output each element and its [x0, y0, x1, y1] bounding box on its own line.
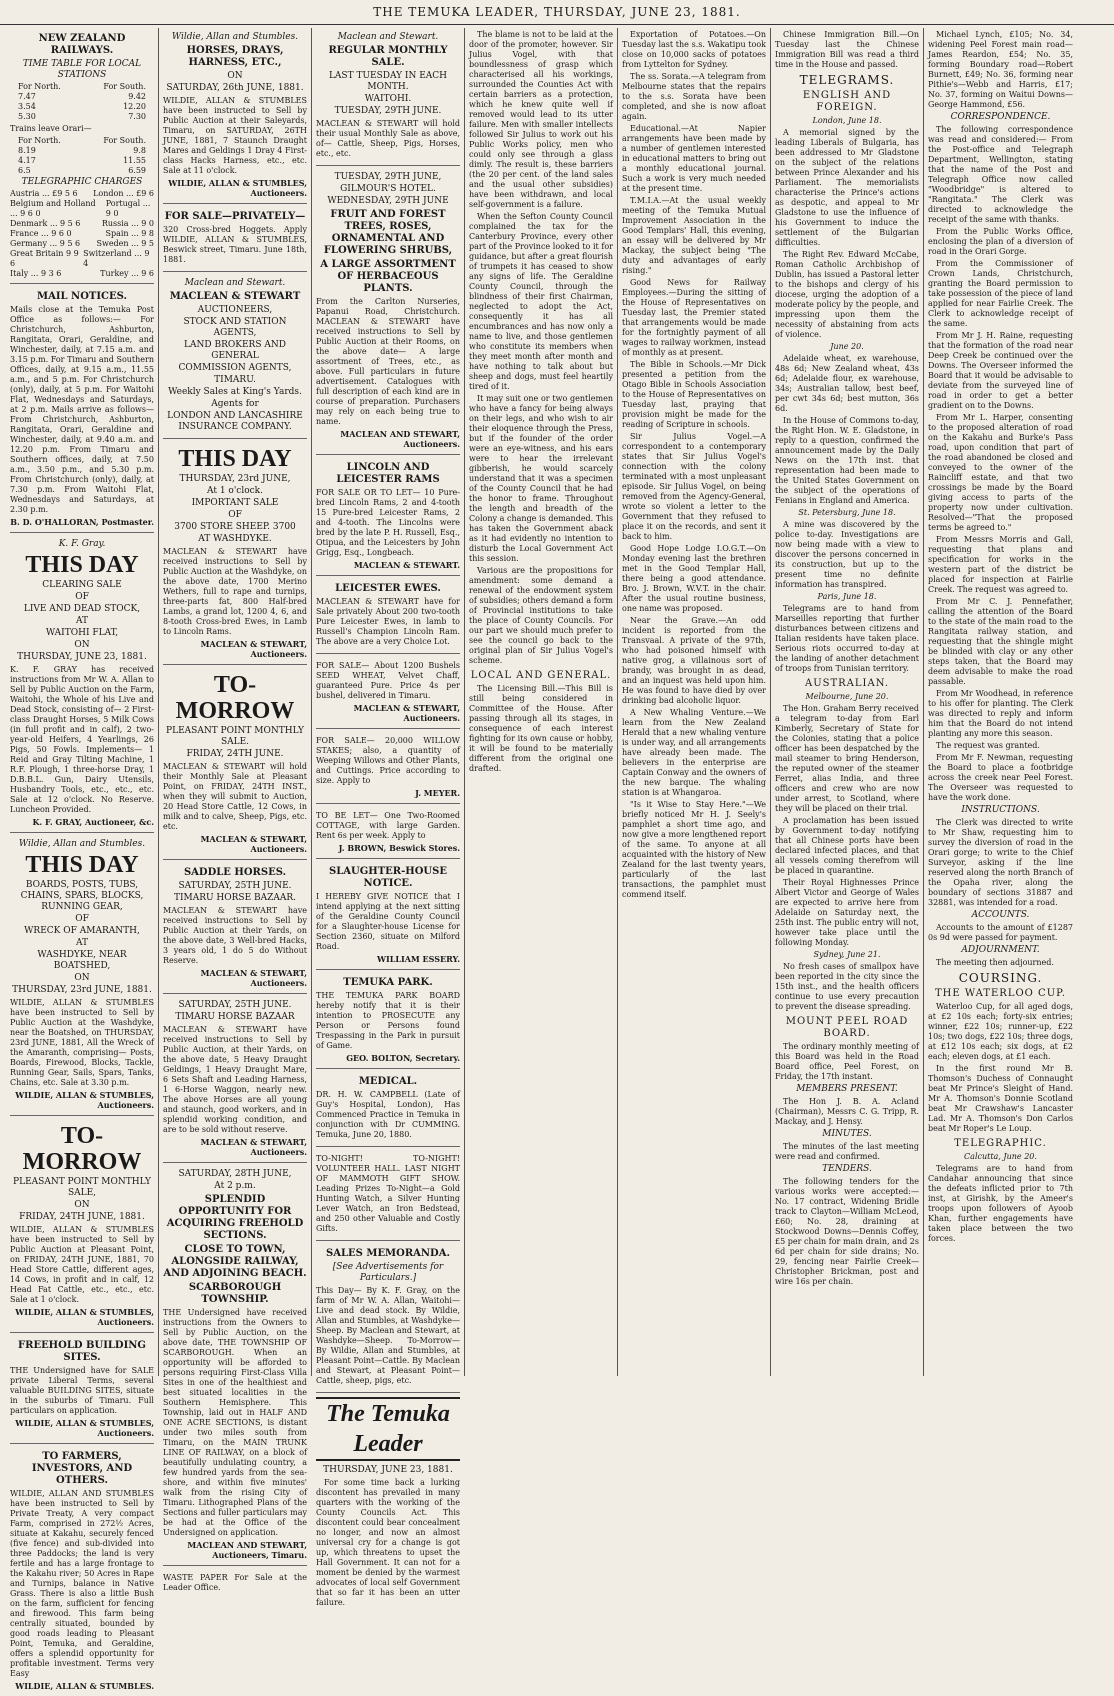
news-item: Good Hope Lodge I.O.G.T.—On Monday evening last the brethren met in the Good Templar Hall, there being a good attendance. Bro. J. Brown, W.V.T. in the chair. After the usual routine business, one name was proposed. [622, 544, 766, 613]
draught-horses-ad [163, 996, 307, 1163]
report-paragraph: The Clerk was directed to write to Mr Shaw, requesting him to survey the diversion of road in the Orari gorge; to write to the Chief Surveyor, asking if the line reserved along the north Branch of the Opaha river, along the boundary of sections 31887 and 32881, was intended for a road. [928, 818, 1073, 907]
report-paragraph: The request was granted. [936, 741, 1040, 750]
telegraph-row: Belgium and Holland ... 9 6 0 Portugal ... 9 0 [10, 199, 151, 218]
ad-signature: WILDIE, ALLAN & STUMBLES. [15, 1681, 154, 1691]
ad-line: TIMARU. [214, 375, 256, 385]
article-paragraph: When the Sefton County Council complained the tax for the Canterbury Province, every other part of the Province looked to it for guidance, but after a great flourish of trumpets it has ceased to show any signs of life. The Geraldine County Council, through the blindness of their first Chairman, neglected to adopt the Act, consequently it has all encumbrances and has now only a name to live, and those gentlemen who constitute its members when they meet month after month and have nothing to talk about but sheep and dogs, must feel heartily tired of it. [469, 212, 613, 391]
ad-signature: WILDIE, ALLAN & STUMBLES, Auctioneers. [15, 1418, 154, 1438]
railway-block [10, 28, 154, 284]
scarborough-ad [163, 1165, 307, 1566]
newspaper-logo: The Temuka Leader [316, 1397, 460, 1461]
trains-orari-table [10, 136, 154, 176]
ad-signature: WILDIE, ALLAN & STUMBLES, Auctioneers. [15, 1090, 154, 1110]
rams-title: LINCOLN AND LEICESTER RAMS [336, 462, 440, 485]
ad-line: THURSDAY, JUNE 23, 1881. [17, 652, 147, 662]
telegraph-row: Italy ... 9 3 6 Turkey ... 9 6 [10, 269, 154, 278]
maclean-card [163, 274, 307, 439]
ad-line: TUESDAY, 29TH JUNE, [334, 172, 442, 182]
news-item: Near the Grave.—An odd incident is reported from the Transvaal. A private of the 97th, who had poisoned himself with native grog, a villainous sort of brandy, was brought in as dead, and an inquest was held upon him. He was found to have died by over drinking bad alcoholic liquor. [622, 616, 766, 705]
this-day-heading: THIS DAY [178, 446, 292, 472]
freehold-title: FREEHOLD BUILDING SITES. [18, 1340, 146, 1363]
saddle-title: SADDLE HORSES. [183, 867, 287, 878]
ad-body: THE Undersigned have for SALE private Liberal Terms, several valuable BUILDING SITES, situate in the suburbs of Timaru. Full particulars on application. [10, 1366, 154, 1415]
ad-line: OF [75, 592, 89, 602]
ad-body: K. F. GRAY has received instructions from Mr W. A. Allan to Sell by Public Auction on the Farm, Waitohi, the Whole of his Live and Dead Stock, consisting of— 2 First-class Draught Horses, 5 Milk Cows (in full profit and in calf), 2 two-year-old Heifers, 4 Yearlings, 26 Pigs, 50 Fowls. Implements— 1 Reid and Gray Tilting Machine, 1 R.F. Plough, 1 three-horse Dray, 1 D.B.B.L. Gun, Dairy Utensils, Husbandry Tools, etc., etc., etc. Sale at 12 o'clock. No Reserve. Luncheon Provided. [10, 665, 154, 814]
ad-line: STOCK AND STATION AGENTS, [183, 317, 287, 338]
news-item: Exportation of Potatoes.—On Tuesday last the s.s. Wakatipu took close on 10,000 sacks of potatoes from Lyttelton for Sydney. [622, 30, 766, 69]
auctioneer-label: Wildie, Allan and Stumbles. [171, 32, 299, 42]
telegraph-row: Germany ... 9 5 6 Sweden ... 9 5 [10, 239, 154, 248]
ad-line: ON [74, 1200, 90, 1210]
mail-title: MAIL NOTICES. [37, 291, 127, 302]
report-paragraph: The following correspondence was read and considered:— From the Post-office and Telegraph Department, Wellington, stating that the name of the Post and Telegraph Office now called "Woodbridge" is altered to "Rangitata." The Clerk was directed to acknowledge the receipt of the same with thanks. [928, 125, 1073, 224]
ad-line: IMPORTANT SALE [191, 498, 279, 508]
ad-line: LONDON AND LANCASHIRE INSURANCE COMPANY. [167, 411, 303, 432]
telegraph-row: Great Britain 9 9 6 Switzerland ... 9 4 [10, 249, 150, 268]
telegraph-row: France ... 9 6 0 Spain ... 9 8 [10, 229, 154, 238]
correspondence-heading: CORRESPONDENCE. [950, 112, 1051, 122]
ad-signature: MACLEAN AND STEWART, Auctioneers, Timaru. [187, 1540, 307, 1560]
report-paragraph: Waterloo Cup, for all aged dogs, at £2 10s each; forty-six entries; winner, £22 10s; runner-up, £22 10s; two dogs, £22 10s; three dogs, at £12 10s each; six dogs, at £2 each; eleven dogs, at £1 each. [928, 1002, 1073, 1061]
telegram-item: Telegrams are to hand from Marseilles reporting that further disturbances between citizens and Italian residents have taken place. Serious riots occurred to-day at the landing of another detachment of troops from Tunisian territory. [775, 604, 919, 673]
timetable-row: 6.5 6.59 [18, 166, 146, 175]
news-item: T.M.I.A.—At the usual weekly meeting of the Temuka Mutual Improvement Association in the Good Templars' Hall, this evening, an essay will be delivered by Mr Mackay, the subject being "The duty and advantages of early rising." [622, 196, 766, 275]
ad-line: THURSDAY, 23rd JUNE, 1881. [12, 985, 152, 995]
ad-signature: MACLEAN & STEWART, Auctioneers. [200, 968, 307, 988]
ad-body: THE Undersigned have received instructions from the Owners to Sell by Public Auction, on the above date, THE TOWNSHIP OF SCARBOROUGH. When an opportunity will be afforded to persons requiring First-Class Villa Sites in one of the healthiest and best situated localities in the Southern Hemisphere. This Township, laid out in HALF AND ONE ACRE SECTIONS, is distant under two miles south from Timaru, on the MAIN TRUNK LINE OF RAILWAY, on a block of beautifully undulating country, a few hundred yards from the sea-shore, and within five minutes' walk from the rising City of Timaru. Lithographed Plans of the Sections and fuller particulars may be had at the Office of the Undersigned on application. [163, 1308, 307, 1537]
dateline: Sydney, June 21. [813, 950, 881, 959]
telegram-item: A memorial signed by the leading Liberals of Bulgaria, has been addressed to Mr Gladstone on the subject of the relations between Prince Alexander and his Parliament. The memorialists characterise the Prince's actions as despotic, and appeal to Mr Gladstone to use the influence of his Government to induce the settlement of the Bulgarian difficulties. [775, 128, 919, 247]
news-item: Chinese Immigration Bill.—On Tuesday last the Chinese Immigration Bill was read a third time in the House and passed. [775, 30, 919, 69]
auctioneer-label: Wildie, Allan and Stumbles. [18, 839, 146, 849]
park-ad [316, 972, 460, 1069]
report-paragraph: Michael Lynch, £105; No. 34, widening Peel Forest main road—James Reardon, £54; No. 35, forming Boundary road—Robert Burnett, £49; No. 36, forming near Pithie's—Webb and Harris, £17; No. 37, forming on Waitui Downs—George Hammond, £56. [928, 30, 1073, 109]
article-paragraph: The blame is not to be laid at the door of the promoter, however. Sir Julius Vogel, with that boundlessness of grasp which characterised all his workings, surrounded the Counties Act with certain barriers as a protection, which he knew quite well if removed would lead to its utter failure. Men with smaller intellects followed Sir Julius to work out his Public Works policy, men who could only see through a glass dimly. The result is, these barriers (the 20 per cent. of the land sales and the usual other subsidies) have been withdrawn, and local self-government is a failure. [469, 30, 613, 209]
report-paragraph: From the Public Works Office, enclosing the plan of a diversion of road in the Orari Gorge. [928, 227, 1073, 256]
telegram-item: A proclamation has been issued by Government to-day notifying that all Chinese ports have been declared infected places, and that all vessels coming therefrom will be placed in quarantine. [775, 816, 919, 875]
seed-wheat-ad [316, 656, 460, 729]
wreck-sale-ad [10, 835, 154, 1116]
fruit-subtitle: A LARGE ASSORTMENT OF HERBACEOUS PLANTS. [320, 259, 456, 294]
ad-line: SATURDAY, 28TH JUNE, [178, 1169, 292, 1179]
ad-body: WILDIE, ALLAN & STUMBLES have been instructed to Sell by Public Auction at the Washdyke, near the Boatshed, on THURSDAY, 23rd JUNE, 1881, All the Wreck of the Amaranth, comprising— Posts, Boards, Firewood, Blocks, Tackle, Running Gear, Sails, Spars, Tanks, Chains, etc. Sale at 3.30 p.m. [10, 998, 154, 1087]
ad-line: PLEASANT POINT MONTHLY SALE. [166, 726, 304, 747]
column-7 [924, 28, 1077, 1376]
ad-line: PLEASANT POINT MONTHLY SALE, [13, 1177, 151, 1198]
ad-line: AT [75, 616, 88, 626]
report-paragraph: In the first round Mr B. Thomson's Duchess of Connaught beat Mr Prince's Sleight of Hand. Mr A. Thomson's Donnie Scotland beat Mr Crawshaw's Lancaster Lad. Mr A. Thomson's Don Carlos beat Mr Roper's Le Loup. [928, 1064, 1073, 1133]
issue-date: THURSDAY, JUNE 23, 1881. [323, 1465, 453, 1475]
column-6 [771, 28, 924, 1376]
ad-line: At 1 o'clock. [207, 486, 263, 496]
news-item: A New Whaling Venture.—We learn from the New Zealand Herald that a new whaling venture is under way, and all arrangements have already been made. The believers in the enterprise are Captain Conway and the owners of the new barque. The whaling station is at Whangaroa. [622, 708, 766, 797]
mail-block [10, 286, 154, 533]
telegram-item: Adelaide wheat, ex warehouse, 48s 6d; New Zealand wheat, 43s 6d; Adelaide flour, ex warehouse, 34s; Australian tallow, best beef, per cwt 34s 6d; best mutton, 36s 6d. [775, 354, 919, 413]
fruit-title: FRUIT AND FOREST TREES, ROSES, ORNAMENTAL AND FLOWERING SHRUBS, [323, 209, 453, 256]
ad-body: TO BE LET— One Two-Roomed COTTAGE, with large Garden. Rent 6s per week. Apply to [316, 811, 460, 840]
ad-line: AUCTIONEERS, [197, 305, 273, 315]
section-heading: LOCAL AND GENERAL. [470, 670, 612, 681]
ewes-title: LEICESTER EWES. [335, 583, 441, 594]
telegram-item: The Right Rev. Edward McCabe, Roman Catholic Archbishop of Dublin, has issued a Pastoral letter to the bishops and clergy of his diocese, urging the adoption of a moderate policy by the people, and impressing upon them the necessity of abstaining from acts of violence. [775, 250, 919, 339]
ad-signature: WILDIE, ALLAN & STUMBLES, Auctioneers. [168, 178, 307, 198]
for-sale-ad [163, 206, 307, 272]
tenders-heading: TENDERS. [822, 1164, 872, 1174]
ad-line: Agents for [211, 399, 259, 409]
ad-line: BOARDS, POSTS, TUBS, CHAINS, SPARS, BLOCKS, RUNNING GEAR, [20, 880, 144, 912]
ad-line: SATURDAY, 25TH JUNE. [178, 1000, 292, 1010]
telegraph-title: TELEGRAPHIC CHARGES [21, 177, 143, 187]
auctioneer-label: Maclean and Stewart. [337, 32, 439, 42]
freehold-ad [10, 1335, 154, 1444]
ad-body: FOR SALE— 20,000 WILLOW STAKES; also, a quantity of Weeping Willows and Other Plants, and Cuttings. Price according to size. Apply to [316, 736, 460, 785]
news-item: The ss. Sorata.—A telegram from Melbourne states that the repairs to the s.s. Sorata have been completed, and she is now afloat again. [622, 72, 766, 121]
orari-label: Trains leave Orari— [10, 124, 92, 133]
slaughter-title: SLAUGHTER-HOUSE NOTICE. [329, 866, 447, 889]
regular-title: REGULAR MONTHLY SALE. [328, 45, 448, 68]
ad-body: 320 Cross-bred Hoggets. Apply WILDIE, ALLAN & STUMBLES, Beswick street, Timaru. June 18th, 1881. [163, 225, 307, 264]
maclean-title: MACLEAN & STEWART [169, 291, 301, 302]
dateline: Calcutta, June 20. [964, 1152, 1037, 1161]
report-paragraph: From Mr C. J. Pennefather, calling the attention of the Board to the state of the main road to the Rangitata railway station, and requesting that the shingle might be blinded with clay or any other steps taken, that the Board may deem advisable to make the road passable. [928, 597, 1073, 686]
ad-signature: MACLEAN & STEWART, Auctioneers. [200, 639, 307, 659]
ad-line: WAITOHI FLAT, [45, 628, 119, 638]
dateline: London, June 18. [812, 116, 882, 125]
telegraph-row: Denmark ... 9 5 6 Russia ... 9 0 [10, 219, 154, 228]
masthead: THE TEMUKA LEADER, THURSDAY, JUNE 23, 1881. [0, 0, 1114, 25]
ad-line: WASHDYKE, NEAR BOATSHED, [37, 950, 127, 971]
minutes-heading: MINUTES. [822, 1129, 872, 1139]
report-paragraph: From Messrs Morris and Gall, requesting that plans and specification for works in the western part of the district be placed for inspection at Fairlie Creek. The request was agreed to. [928, 535, 1073, 594]
ad-line: TIMARU HORSE BAZAAR [175, 1012, 295, 1022]
telegram-item: The Hon. Graham Berry received a telegram to-day from Earl Kimberly, Secretary of State for the Colonies, stating that a police officer has been despatched by the mail steamer to bring Henderson, the reputed owner of the steamer Ferret, alias India, and three officers and crew who are now under arrest, to Scotland, where they will be placed on their trial. [775, 704, 919, 813]
for-sale-title: FOR SALE—PRIVATELY— [164, 211, 306, 222]
timetable-row: 4.17 11.55 [18, 156, 146, 165]
slaughter-ad [316, 861, 460, 970]
leader-article: For some time back a lurking discontent has prevailed in many quarters with the working of the County Councils Act. This discontent could bear concealment no longer, and now an almost universal cry for a change is got up, which threatens to upset the Hall Government. It can not for a moment be denied by the warmest advocates of local self Government that so far it has been an utter failure. [316, 1478, 460, 1607]
ad-body: WASTE PAPER For Sale at the Leader Office. [163, 1573, 307, 1592]
ad-signature: WILLIAM ESSERY. [376, 954, 460, 964]
ad-body: WILDIE, ALLAN AND STUMBLES have been instructed to Sell by Private Treaty, A very compact Farm, comprised in 272½ Acres, situate at Kakahu, securely fenced (five fence) and sub-divided into three Paddocks; the land is very fertile and has a large frontage to the Kakahu river; 50 Acres in Rape and Turnips, balance in Native Grass. There is also a little Bush on the farm, sufficient for fencing and firewood. This farm being centrally situated, bounded by good roads leading to Pleasant Point, Temuka, and Geraldine, offers a splendid opportunity for profitable investment. Terms very Easy [10, 1489, 154, 1678]
telegraph-row: Austria ... £9 5 6 London ... £9 6 [10, 189, 154, 198]
ad-line: AT WASHDYKE. [198, 534, 272, 544]
gift-show-ad [316, 1149, 460, 1241]
dateline: St. Petersburg, June 18. [798, 508, 896, 517]
ad-signature: GEO. BOLTON, Secretary. [346, 1053, 460, 1063]
ad-body: WILDIE, ALLAN & STUMBLES have been instructed to Sell by Public Auction at their Saleyards, Timaru, on SATURDAY, 26TH JUNE, 1881, 7 Staunch Draught Mares and Geldings 1 Dray 4 First-class Hacks Harness, etc., etc. Sale at 11 o'clock. [163, 96, 307, 175]
auctioneer-label: K. F. Gray. [58, 539, 106, 549]
report-paragraph: From Mr Woodhead, in reference to his offer for planting. The Clerk was directed to reply and inform him that the Board do not intend planting any more this season. [928, 689, 1073, 738]
telegram-item: Their Royal Highnesses Prince Albert Victor and George of Wales are expected to arrive here from Adelaide on Saturday next, the 25th inst. The public entry will not, however take place until the following Monday. [775, 878, 919, 947]
ad-line: AT [75, 938, 88, 948]
column-1 [6, 28, 159, 1691]
ad-signature: WILDIE, ALLAN & STUMBLES, Auctioneers. [15, 1307, 154, 1327]
timetable-row: For North. For South. [18, 136, 146, 145]
ad-body: MACLEAN & STEWART have received instructions to Sell by Public Auction, at their Yards, on the above date, 5 Heavy Draught Geldings, 1 Heavy Draught Mare, 6 Sets Shaft and Leading Harness, 1 6-Horse Waggon, nearly new. The above Horses are all young and staunch, good workers, and in splendid working condition, and are to be sold without reserve. [163, 1025, 307, 1134]
ad-line: WRECK OF AMARANTH, [24, 926, 140, 936]
ad-body: THE TEMUKA PARK BOARD hereby notify that it is their intention to PROSECUTE any Person or Persons found Trespassing in the Park in pursuit of Game. [316, 991, 460, 1050]
ad-line: GILMOUR'S HOTEL. [340, 184, 436, 194]
medical-ad [316, 1071, 460, 1147]
ad-line: WAITOHI. [364, 94, 412, 104]
rams-ad [316, 457, 460, 576]
ad-body: MACLEAN & STEWART will hold their Monthly Sale at Pleasant Point, on FRIDAY, 24TH INST., when they will submit to Auction, 20 Head Store Cattle, 12 Cows, in milk and to calve, Sheep, Pigs, etc. etc. [163, 762, 307, 831]
ad-line: SATURDAY, 25TH JUNE. [178, 881, 292, 891]
report-paragraph: From Mr J. H. Raine, requesting that the formation of the road near Deep Creek be continued over the Downs. The Overseer informed the Board that it would be advisable to deviate from the surveyed line of road in order to get a better gradient on to the Downs. [928, 331, 1073, 410]
ad-body: DR. H. W. CAMPBELL (Late of Guy's Hospital, London), Has Commenced Practice in Temuka in conjunction with Dr CUMMING. Temuka, June 20, 1880. [316, 1090, 460, 1139]
farmers-title: TO FARMERS, INVESTORS, AND OTHERS. [31, 1451, 133, 1486]
ad-line: FRIDAY, 24TH JUNE, 1881. [19, 1212, 145, 1222]
ad-signature: MACLEAN & STEWART, Auctioneers. [353, 703, 460, 723]
news-item: Good News for Railway Employees.—During the sitting of the House of Representatives on Tuesday last, the Premier stated that arrangements would be made for the fortnightly payment of all wages to railway workmen, instead of monthly as at present. [622, 278, 766, 357]
memo-body: This Day— By K. F. Gray, on the farm of Mr W. A. Allan, Waitohi—Live and dead stock. By Wildie, Allan and Stumbles, at Washdyke—Sheep. By Maclean and Stewart, at Washdyke—Sheep. To-Morrow— By Wildie, Allan and Stumbles, at Pleasant Point—Cattle. By Maclean and Stewart, at Pleasant Point—Cattle, sheep, pigs, etc. [316, 1286, 460, 1385]
timetable-row: 3.54 12.20 [18, 102, 146, 111]
scarborough-title: SCARBOROUGH TOWNSHIP. [188, 1282, 282, 1305]
coursing-heading: COURSING. [958, 971, 1043, 985]
accounts-heading: ACCOUNTS. [971, 910, 1030, 920]
close-title: CLOSE TO TOWN, ALONGSIDE RAILWAY, AND ADJOINING BEACH. [163, 1244, 307, 1279]
ad-line: OF [75, 914, 89, 924]
ad-signature: MACLEAN & STEWART, Auctioneers. [200, 1137, 307, 1157]
trains-north-table [10, 82, 154, 122]
timetable-row: 7.47 9.42 [18, 92, 146, 101]
ad-line: FRIDAY, 24TH JUNE. [186, 749, 284, 759]
mail-body: Mails close at the Temuka Post Office as follows:— For Christchurch, Ashburton, Rangitata, Orari, Geraldine, and Winchester, daily, at 7.15 a.m. and 3.15 p.m. For Timaru and Southern Offices, daily, at 9.15 a.m., 11.55 a.m., and 5 p.m. For Christchurch (only), daily, at 5 p.m. For Waitohi Flat, Wednesdays and Saturdays, at 2 p.m. Mails arrive as follows— From Christchurch, Ashburton, Rangitata, Orari, Geraldine and Winchester, daily, at 9.40 a.m. and 12.20 p.m. From Timaru and Southern offices, daily, at 7.50 a.m., 3.50 p.m., and 5.30 p.m. From Christchurch (only), daily, at 7.30 p.m. From Waitohi Flat, Wednesdays and Saturdays, at 2.30 p.m. [10, 305, 154, 514]
ad-body: MACLEAN & STEWART have for Sale privately About 200 two-tooth Pure Leicester Ewes, in lamb to Russell's Champion Lincoln Ram. The above are a very Choice Lot. [316, 597, 460, 646]
auctioneer-label: Maclean and Stewart. [184, 278, 286, 288]
telegraph-table [10, 189, 154, 279]
medical-title: MEDICAL. [358, 1076, 418, 1087]
report-paragraph: From Mr L. Harper, consenting to the proposed alteration of road on the Kakahu and Burke's Pass road, upon condition that part of the road abandoned be closed and conveyed to the owner of the Raincliff estate, and that two crossings be made by the Board giving access to parts of the property now under cultivation. Resolved—"That the proposed terms be agreed to." [928, 413, 1073, 532]
telegrams-heading: TELEGRAMS. [799, 73, 895, 87]
column-5 [618, 28, 771, 1376]
railway-subtitle: TIME TABLE FOR LOCAL STATIONS [22, 59, 142, 80]
members-heading: MEMBERS PRESENT. [796, 1084, 898, 1094]
dateline: Paris, June 18. [817, 592, 877, 601]
ad-signature: MACLEAN AND STEWART, Auctioneers. [340, 429, 460, 449]
ad-body: FOR SALE OR TO LET— 10 Pure-bred Lincoln Rams, 2 and 4-tooth 15 Pure-bred Leicester Rams, 2 and 4-tooth. The Lincolns were bred by the late P. H. Russell, Esq., Otipua, and the Leicesters by John Grigg, Esq., Longbeach. [316, 488, 460, 557]
willow-ad [316, 731, 460, 804]
this-day-heading: THIS DAY [25, 552, 139, 578]
ad-body: FOR SALE— About 1200 Bushels SEED WHEAT, Velvet Chaff, guaranteed Pure. Price 4s per bushel, delivered in Timaru. [316, 661, 460, 700]
ewes-ad [316, 578, 460, 654]
ad-body: MACLEAN & STEWART have received instructions to Sell by Public Auction at the Washdyke, on the above date, 1700 Merino Wethers, full to rape and turnips, three-parts fat, 800 Half-bred Lambs, a grand lot, 1200 4, 6, and 8-tooth Cross-bred Ewes, in Lamb to Lincoln Rams. [163, 547, 307, 636]
report-paragraph: The minutes of the last meeting were read and confirmed. [775, 1142, 919, 1161]
telegram-item: In the House of Commons to-day, the Right Hon. W. E. Gladstone, in reply to a question, confirmed the announcement made by the Daily News on the 17th inst. that representation had been made to the United States Government on the subject of the operations of Fenians in England and America. [775, 416, 919, 505]
article-paragraph: Various are the propositions for amendment: some demand a renewal of the endowment system of subsidies; others demand a form of Provincial institutions to take the place of County Councils. For our part we should much prefer to see the council go back to the original plan of Sir Julius Vogel's scheme. [469, 566, 613, 665]
ad-signature: K. F. GRAY, Auctioneer, &c. [32, 817, 154, 827]
ad-line: COMMISSION AGENTS, [178, 363, 292, 373]
ad-line: LAST TUESDAY IN EACH MONTH. [328, 71, 448, 92]
horses-title: HORSES, DRAYS, HARNESS, ETC., [186, 45, 284, 68]
ad-signature: MACLEAN & STEWART. [353, 560, 460, 570]
waterloo-heading: THE WATERLOO CUP. [935, 988, 1066, 999]
splendid-title: SPLENDID OPPORTUNITY FOR ACQUIRING FREEHOLD SECTIONS. [166, 1194, 304, 1241]
ad-body: From the Carlton Nurseries, Papanui Road, Christchurch. MACLEAN & STEWART have received instructions to Sell by Public Auction at their Rooms, on the above date— A large assortment of Trees, etc., as above. Full particulars in future advertisement. Catalogues with full description of each kind are in course of preparation. Purchasers may rely on each being true to name. [316, 297, 460, 426]
memo-subtitle: [See Advertisements for Particulars.] [332, 1262, 444, 1283]
report-paragraph: Accounts to the amount of £1287 0s 9d were passed for payment. [928, 923, 1073, 942]
report-paragraph: The ordinary monthly meeting of this Board was held in the Road Board office, Peel Forest, on Friday, the 17th instant. [775, 1042, 919, 1081]
report-paragraph: The meeting then adjourned. [936, 958, 1054, 967]
store-sheep-ad [163, 441, 307, 665]
report-paragraph: The Hon J. B. A. Acland (Chairman), Messrs C. G. Tripp, R. Mackay, and J. Hensy. [775, 1097, 919, 1126]
memo-title: SALES MEMORANDA. [326, 1248, 450, 1259]
this-day-heading: THIS DAY [25, 852, 139, 878]
park-title: TEMUKA PARK. [343, 977, 433, 988]
ad-line: WEDNESDAY, 29TH JUNE [327, 196, 449, 206]
ad-body: TO-NIGHT! TO-NIGHT! VOLUNTEER HALL. LAST NIGHT OF MAMMOTH GIFT SHOW. Leading Prizes To-Night—a Gold Hunting Watch, a Silver Hunting Lever Watch, an Iron Bedstead, and 250 other Valuable and Costly Gifts. [316, 1154, 460, 1233]
waste-paper-ad [163, 1568, 307, 1599]
sales-memoranda [316, 1243, 460, 1393]
ad-line: LIVE AND DEAD STOCK, [23, 604, 141, 614]
report-paragraph: The following tenders for the various works were accepted:— No. 17 contract, Widening Bridle track to Clayton—William McLeod, £60; No. 28, draining at Stockwood Downs—Dennis Coffey, £5 per chain for main drain, and 2s 6d per chain for side drains; No. 29, fencing near Fairlie Creek—Christopher Brickman, post and wire 16s per chain. [775, 1177, 919, 1286]
instructions-heading: INSTRUCTIONS. [961, 805, 1040, 815]
column-2 [159, 28, 312, 1592]
timetable-row: For North. For South. [18, 82, 146, 91]
news-item: The Bible in Schools.—Mr Dick presented a petition from the Otago Bible in Schools Association to the House of Representatives on Tuesday last, praying that provision might be made for the reading of Scripture in schools. [622, 360, 766, 429]
ad-line: ON [227, 71, 243, 81]
railway-title: NEW ZEALAND RAILWAYS. [38, 33, 126, 56]
column-4 [465, 28, 618, 1376]
australian-heading: AUSTRALIAN. [804, 678, 890, 689]
mount-peel-heading: MOUNT PEEL ROAD BOARD. [785, 1016, 909, 1039]
ad-line: TIMARU HORSE BAZAAR. [173, 893, 297, 903]
ad-body: I HEREBY GIVE NOTICE that I intend applying at the next sitting of the Geraldine County Council for a Slaughter-house License for Section 2360, situate on Milford Road. [316, 892, 460, 951]
monthly-sale-ad [163, 667, 307, 860]
ad-line: CLEARING SALE [42, 580, 122, 590]
ad-line: ON [74, 973, 90, 983]
horses-ad [163, 28, 307, 204]
english-foreign-heading: ENGLISH AND FOREIGN. [802, 90, 892, 113]
news-item: Educational.—At Napier arrangements have been made by a number of gentlemen interested in educational matters to bring out a monthly educational journal. Such a work is very much needed at the present time. [622, 124, 766, 193]
news-item: Sir Julius Vogel.—A correspondent to a contemporary states that Sir Julius Vogel's connection with the colony terminated with a most unpleasant episode. Sir Julius Vogel, on being removed from the Agency-General, wrote so violent a letter to the Government that they refused to place it on the records, and sent it back to him. [622, 432, 766, 541]
ad-line: 3700 STORE SHEEP. 3700 [174, 522, 296, 532]
saddle-horses-ad [163, 862, 307, 994]
cottage-ad [316, 806, 460, 859]
columns [6, 28, 1108, 1691]
timetable-row: 8.19 9.8 [18, 146, 146, 155]
farmers-ad [10, 1446, 154, 1696]
column-3 [312, 28, 465, 1607]
ad-line: At 2 p.m. [214, 1181, 256, 1191]
adjournment-heading: ADJOURNMENT. [961, 945, 1040, 955]
clearing-sale-ad [10, 535, 154, 833]
tomorrow-heading: TO-MORROW [22, 1123, 142, 1175]
article-paragraph: It may suit one or two gentlemen who have a fancy for being always on their legs, and who wish to air their eloquence through the Press, but if the founder of the order were an eye-witness, and his ears were to hear the irrelevant gibberish, he would scarcely understand that it was a specimen of the County Council that he had the honor to frame. Throughout the length and breadth of the Colony a change is demanded. This has taken the Government aback as it had evidently no intention to disturb the Local Government Act this session. [469, 394, 613, 563]
timetable-row: 5.30 7.30 [18, 112, 146, 121]
ad-line: THURSDAY, 23rd JUNE, [179, 474, 291, 484]
ad-body: MACLEAN & STEWART have received instructions to Sell by Public Auction at their Yards, on the above date, 3 Well-bred Hacks, 3 years old, 1 do 5 do Without Reserve. [163, 906, 307, 965]
trees-ad [316, 168, 460, 455]
tomorrow-heading: TO-MORROW [175, 672, 295, 724]
report-paragraph: From the Commissioner of Crown Lands, Christchurch, granting the Board permission to take possession of the piece of land applied for near Fairlie Creek. The Clerk to acknowledge receipt of the same. [928, 259, 1073, 328]
pleasant-point-ad [10, 1118, 154, 1333]
ad-line: LAND BROKERS AND GENERAL [184, 340, 286, 361]
telegraphic-heading: TELEGRAPHIC. [954, 1138, 1047, 1149]
ad-line: Weekly Sales at King's Yards. [168, 387, 302, 397]
mail-signature: B. D. O'HALLORAN, Postmaster. [10, 517, 154, 527]
telegram-item: No fresh cases of smallpox have been reported in the city since the 15th inst., and the health officers continue to use every precaution to prevent the disease spreading. [775, 962, 919, 1011]
dateline: June 20. [830, 342, 864, 351]
ad-signature: J. BROWN, Beswick Stores. [338, 843, 460, 853]
ad-line: ON [74, 640, 90, 650]
ad-body: MACLEAN & STEWART will hold their usual Monthly Sale as above, of— Cattle, Sheep, Pigs, Horses, etc., etc. [316, 119, 460, 158]
ad-signature: J. MEYER. [415, 788, 460, 798]
telegram-item: A mine was discovered by the police to-day. Investigations are now being made with a view to discover the persons concerned in its construction, but up to the present time no definite information has transpired. [775, 520, 919, 589]
news-item: "Is it Wise to Stay Here."—We briefly noticed Mr H. J. Seely's pamphlet a short time ago, and now give a more lengthened report of the same. To anyone at all acquainted with the history of New Zealand for the last twenty years, particularly of the last transactions, the pamphlet must commend itself. [622, 800, 766, 899]
ad-signature: MACLEAN & STEWART, Auctioneers. [200, 834, 307, 854]
ad-body: WILDIE, ALLAN & STUMBLES have been instructed to Sell by Public Auction at Pleasant Point, on FRIDAY, 24TH JUNE, 1881, 70 Head Store Cattle, different ages, 14 Cows, in profit and in calf, 12 Head Fat Cattle, etc., etc., etc. Sale at 1 o'clock. [10, 1225, 154, 1304]
telegram-item: Telegrams are to hand from Candahar announcing that since the defeats inflicted prior to 7th inst, at Girishk, by the Ameer's troops upon followers of Ayoob Khan, further engagements have taken place between the two forces. [928, 1164, 1073, 1243]
regular-sale-ad [316, 28, 460, 166]
report-paragraph: From Mr F. Newman, requesting the Board to place a footbridge across the creek near Peel Forest. The Overseer was requested to have the work done. [928, 753, 1073, 802]
ad-line: OF [228, 510, 242, 520]
ad-line: TUESDAY, 29TH JUNE. [334, 106, 442, 116]
article-paragraph: The Licensing Bill.—This Bill is still being considered in Committee of the House. After passing through all its stages, in consequence of each interest fighting for its own cause or hobby, it will be found to be materially different from the original one drafted. [469, 684, 613, 773]
ad-line: SATURDAY, 26th JUNE, 1881. [166, 83, 304, 93]
dateline: Melbourne, June 20. [805, 692, 889, 701]
